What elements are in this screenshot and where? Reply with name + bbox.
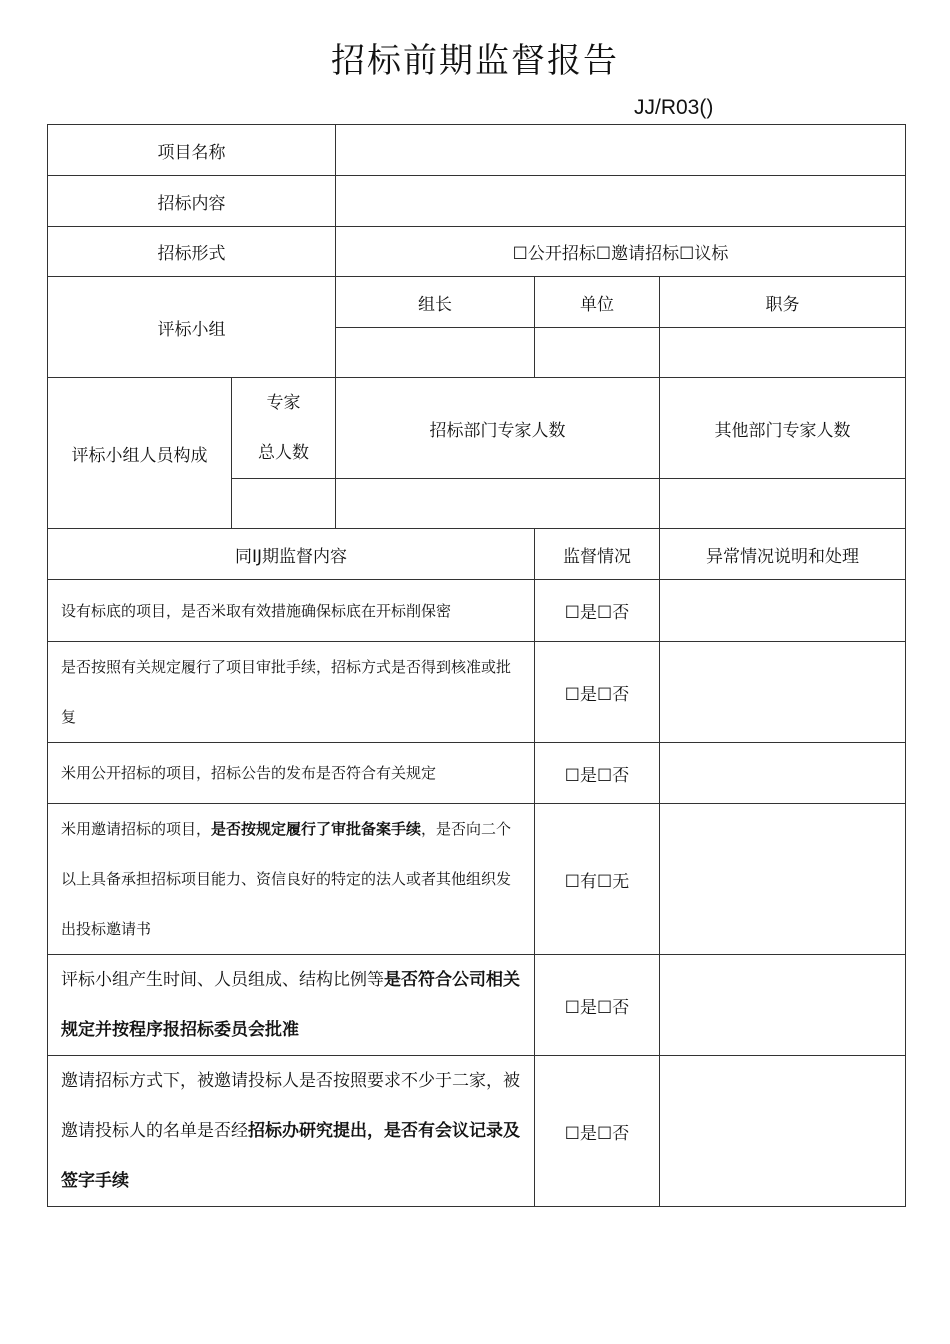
composition-label: 评标小组人员构成 [48,378,232,529]
item-3-note[interactable] [660,743,906,804]
item-4-text-a: 米用邀请招标的项目， [61,820,212,838]
bid-content-field[interactable] [336,176,906,227]
experts-total-label [232,378,336,479]
supervision-status-header: 监督情况 [535,529,660,580]
bid-form-label: 招标形式 [48,227,336,277]
item-2-checkbox[interactable]: ☐是☐否 [535,642,660,743]
item-2-text: 是否按照有关规定履行了项目审批手续，招标方式是否得到核准或批复 [48,642,535,743]
item-5-note[interactable] [660,955,906,1056]
item-5-text [48,955,535,1056]
panel-header-unit: 单位 [535,277,660,328]
panel-leader-field[interactable] [336,328,535,378]
item-4-text-c: ，是否向二个以上具备承担招标项目能力、资信良好的特定的法人或者其他组织发出投标邀请书 [61,820,512,938]
item-4-text [48,804,535,955]
dept-experts-label: 招标部门专家人数 [336,378,660,479]
panel-unit-field[interactable] [535,328,660,378]
document-code: JJ/R03() [634,96,714,119]
panel-position-field[interactable] [660,328,906,378]
other-experts-field[interactable] [660,479,906,529]
project-name-field[interactable] [336,125,906,176]
panel-header-leader: 组长 [336,277,535,328]
item-2-note[interactable] [660,642,906,743]
item-3-text: 米用公开招标的项目，招标公告的发布是否符合有关规定 [48,743,535,804]
project-name-label: 项目名称 [48,125,336,176]
item-4-note[interactable] [660,804,906,955]
experts-total-line2: 总人数 [258,443,309,463]
item-6-text-a: 邀请招标方式下，被邀请投标人是否按照要求不少于二家，被邀请投标人的名单是否经 [61,1071,520,1141]
document-title: 招标前期监督报告 [331,41,619,81]
bid-content-label: 招标内容 [48,176,336,227]
experts-total-field[interactable] [232,479,336,529]
item-6-text-b: 招标办研究提出，是否有会议记录及签字手续 [61,1121,520,1191]
supervision-report-table [47,124,906,1207]
item-6-checkbox[interactable]: ☐是☐否 [535,1056,660,1207]
item-1-checkbox[interactable]: ☐是☐否 [535,580,660,642]
item-3-checkbox[interactable]: ☐是☐否 [535,743,660,804]
item-5-text-b: 是否符合公司相关规定并按程序报招标委员会批准 [61,970,520,1040]
item-4-text-b: 是否按规定履行了审批备案手续 [211,820,422,838]
bid-form-options[interactable]: ☐公开招标☐邀请招标☐议标 [336,227,906,277]
dept-experts-field[interactable] [336,479,660,529]
other-experts-label: 其他部门专家人数 [660,378,906,479]
item-1-text: 设有标底的项目，是否米取有效措施确保标底在开标削保密 [48,580,535,642]
anomaly-header: 异常情况说明和处理 [660,529,906,580]
panel-header-position: 职务 [660,277,906,328]
supervision-content-header: 同IJ期监督内容 [48,529,535,580]
item-4-checkbox[interactable]: ☐有☐无 [535,804,660,955]
item-1-note[interactable] [660,580,906,642]
panel-label: 评标小组 [48,277,336,378]
item-5-text-a: 评标小组产生时间、人员组成、结构比例等 [61,970,384,990]
item-6-text [48,1056,535,1207]
item-5-checkbox[interactable]: ☐是☐否 [535,955,660,1056]
item-6-note[interactable] [660,1056,906,1207]
experts-total-line1: 专家 [266,393,301,413]
